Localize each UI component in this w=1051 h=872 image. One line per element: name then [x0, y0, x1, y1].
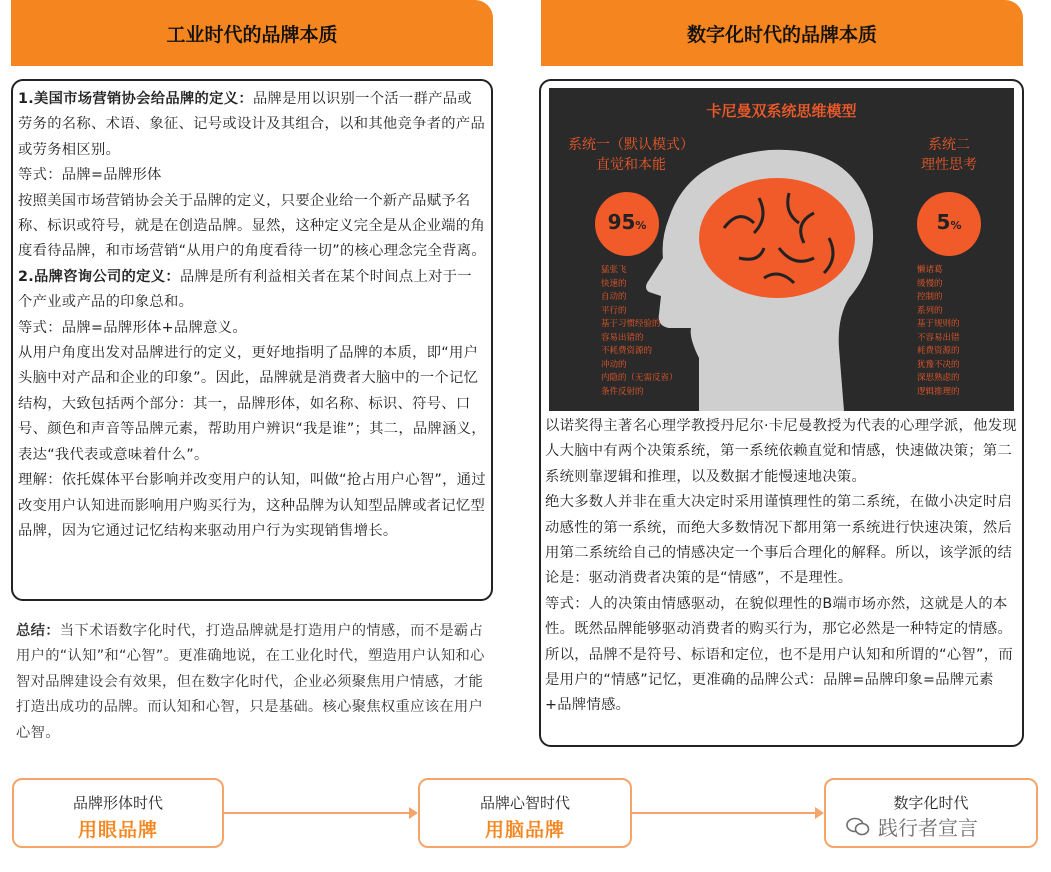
flow-step-2 — [418, 778, 632, 848]
system1-percentage — [595, 210, 659, 234]
left-paragraph-2: 等式：品牌=品牌形体 — [18, 167, 162, 184]
flow-step-2-label: 品牌心智时代 — [479, 794, 570, 812]
system2-trait-item: 系列的 — [917, 305, 943, 316]
left-paragraph-5: 等式：品牌=品牌形体+品牌意义。 — [18, 319, 247, 336]
system1-trait-item: 平行的 — [601, 305, 627, 316]
system1-trait-item: 容易出错的 — [601, 332, 644, 343]
system1-trait-item: 猛张飞 — [601, 265, 627, 275]
flow-arrow-1 — [224, 812, 416, 814]
watermark — [846, 812, 978, 841]
flow-step-2-title: 用脑品牌 — [484, 819, 565, 841]
system1-trait-item: 基于习惯经验的 — [601, 319, 661, 329]
right-header — [541, 0, 1023, 66]
wechat-icon — [846, 817, 870, 837]
system2-trait-item: 深思熟虑的 — [917, 373, 960, 383]
system1-trait-item: 自动的 — [601, 292, 627, 302]
system2-trait-item: 耗费资源的 — [917, 346, 960, 356]
flow-step-3-label: 数字化时代 — [893, 794, 969, 812]
left-text — [18, 87, 486, 544]
left-paragraph-7: 理解：依托媒体平台影响并改变用户的认知，叫做“抢占用户心智”，通过改变用户认知进而影响用户购买行为，这种品牌为认知型品牌或者记忆型品牌，因为它通过记忆结构来驱动用户行为实现销售增长。 — [18, 472, 486, 539]
flow-step-1 — [12, 778, 224, 848]
system1-traits-list — [601, 264, 701, 399]
left-paragraph-1 — [18, 87, 486, 163]
kahneman-model-graphic — [549, 88, 1014, 411]
system2-trait-item: 基于规则的 — [917, 319, 960, 329]
system2-pct-value: 5 — [936, 210, 951, 234]
graphic-title: 卡尼曼双系统思维模型 — [706, 102, 857, 120]
summary-heading: 总结： — [16, 623, 60, 639]
system1-title: 系统一（默认模式） — [568, 137, 694, 153]
right-header-title: 数字化时代的品牌本质 — [686, 23, 877, 46]
system1-trait-item: 不耗费资源的 — [601, 346, 653, 356]
system2-trait-item: 控制的 — [917, 292, 943, 302]
system2-subtitle: 理性思考 — [921, 157, 977, 173]
watermark-text: 践行者宣言 — [878, 816, 978, 840]
system1-trait-item: 快速的 — [601, 278, 627, 289]
summary-body: 当下术语数字化时代，打造品牌就是打造用户的情感，而不是霸占用户的“认知”和“心智”。更准确地说，在工业化时代，塑造用户认知和心智对品牌建设会有效果，但在数字化时代，企业必须聚焦用户情感，才能打造出成功的品牌。而认知和心智，只是基础。核心聚焦权重应该在用户心智。 — [16, 623, 485, 741]
left-p1-heading: 1.美国市场营销协会给品牌的定义： — [18, 91, 253, 107]
summary-paragraph — [16, 619, 486, 746]
system2-traits-list — [917, 264, 1007, 399]
system2-trait-item: 缓慢的 — [917, 278, 943, 289]
left-p1-body: 品牌是用以识别一个活一群产品或劳务的名称、术语、象征、记号或设计及其组合，以和其他竞争者的产品或劳务相区别。 — [18, 91, 486, 158]
system1-pct-sign: % — [635, 219, 647, 232]
system1-trait-item: 冲动的 — [601, 359, 627, 370]
system2-title: 系统二 — [928, 137, 970, 153]
summary-block — [16, 619, 486, 746]
system1-subtitle: 直觉和本能 — [596, 157, 666, 173]
system2-trait-item: 懒诸葛 — [917, 265, 943, 275]
flow-step-1-label: 品牌形体时代 — [72, 794, 163, 812]
system1-trait-item: 条件反射的 — [601, 386, 644, 397]
left-header-title: 工业时代的品牌本质 — [166, 23, 338, 46]
left-p4-body: 品牌是所有利益相关者在某个时间点上对于一个产业或产品的印象总和。 — [18, 268, 472, 311]
flow-arrow-2 — [632, 812, 822, 814]
flow-step-1-title: 用眼品牌 — [77, 819, 158, 841]
right-paragraph-3: 等式：人的决策由情感驱动，在貌似理性的B端市场亦然，这就是人的本性。既然品牌能够驱动消费者的购买行为，那它必然是一种特定的情感。所以，品牌不是符号、标语和定位，也不是用户认知和所谓的“心智”，而是用户的“情感”记忆，更准确的品牌公式：品牌=品牌印象=品牌元素+品牌情感。 — [545, 595, 1013, 714]
system2-trait-item: 逻辑推理的 — [917, 386, 960, 397]
system2-pct-sign: % — [950, 219, 962, 232]
system2-trait-item: 犹豫不决的 — [917, 359, 960, 370]
right-paragraph-1: 以诺奖得主著名心理学教授丹尼尔·卡尼曼教授为代表的心理学派，他发现人大脑中有两个决策系统，第一系统依赖直觉和情感，快速做决策；第二系统则靠逻辑和推理，以及数据才能慢速地决策。 — [545, 418, 1017, 485]
right-text — [545, 414, 1019, 719]
left-content-box — [11, 79, 493, 601]
left-paragraph-6: 从用户角度出发对品牌进行的定义，更好地指明了品牌的本质，即“用户头脑中对产品和企业的印象”。因此，品牌就是消费者大脑中的一个记忆结构，大致包括两个部分：其一，品牌形体，如名称、标识、符号、口号、颜色和声音等品牌元素，帮助用户辨识“我是谁”；其二，品牌涵义，表达“我代表或意味着什么”。 — [18, 345, 486, 463]
system1-trait-item: 内隐的（无需反省） — [601, 373, 678, 383]
system1-pct-value: 95 — [607, 210, 636, 234]
system2-trait-item: 不容易出错 — [917, 332, 960, 343]
left-paragraph-4 — [18, 265, 486, 316]
left-p4-heading: 2.品牌咨询公司的定义： — [18, 268, 180, 285]
brain-shape — [699, 178, 855, 298]
left-header — [11, 0, 493, 66]
system2-percentage — [917, 210, 981, 234]
right-paragraph-2: 绝大多数人并非在重大决定时采用谨慎理性的第二系统，在做小决定时启动感性的第一系统，而绝大多数情况下都用第一系统进行快速决策，然后用第二系统给自己的情感决定一个事后合理化的解释。所以，该学派的结论是：驱动消费者决策的是“情感”，不是理性。 — [545, 494, 1013, 587]
left-paragraph-3: 按照美国市场营销协会关于品牌的定义，只要企业给一个新产品赋予名称、标识或符号，就是在创造品牌。显然，这种定义完全是从企业端的角度看待品牌，和市场营销“从用户的角度看待一切”的核心理念完全背离。 — [18, 192, 486, 260]
